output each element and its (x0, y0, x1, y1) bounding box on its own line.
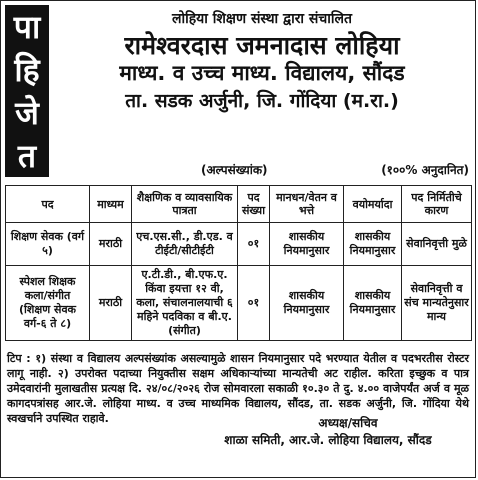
notes: टिप : १) संस्था व विद्यालय अल्पसंख्यांक असल्यामुळे शासन नियमानुसार पदे भरण्यात येतील व पदभरतीस रोस्टर लागू नाही. २) उपरोक्त पदाच्या नियुक्तीस सक्षम अधिकाऱ्यांच्या मान्यतेची अट राहील. करिता इच्छुक व पात्र उमेदवारांनी मुलाखतीस प्रत्यक्ष दि. २४/०८/२०२६ रोज सोमवारला सकाळी १०.३० ते दु. ४.०० वाजेपर्यंत अर्ज व मूळ कागदपत्रांसह आर.जे. लोहिया माध्य. व उच्च माध्यमिक विद्यालय, सौंदड, ता. सडक अर्जुनी, जि. गोंदिया येथे स्वखर्चाने उपस्थित राहावे. (7, 352, 469, 425)
signature-block (193, 415, 463, 449)
cell-medium: मराठी (90, 223, 132, 266)
table-row (6, 223, 472, 266)
side-banner-char: पा (13, 7, 41, 46)
school-type-location: माध्य. व उच्च माध्य. विद्यालय, सौंदड (119, 61, 405, 85)
col-reason: पद निर्मितीचे कारण (402, 186, 472, 223)
minority-tag: (अल्पसंख्यांक) (201, 163, 268, 177)
managing-society: लोहिया शिक्षण संस्था द्वारा संचालित (171, 11, 353, 27)
address: ता. सडक अर्जुनी, जि. गोंदिया (म.रा.) (125, 90, 399, 112)
cell-count: ०१ (238, 223, 270, 266)
cell-post: स्पेशल शिक्षक कला/संगीत (शिक्षण सेवक वर्ग-६ ते ८) (6, 266, 90, 341)
table-header-row (6, 186, 472, 223)
col-count: पद संख्या (238, 186, 270, 223)
cell-count: ०१ (238, 266, 270, 341)
header (53, 1, 471, 114)
vacancy-table (5, 185, 472, 341)
col-medium: माध्यम (90, 186, 132, 223)
cell-reason: सेवानिवृत्ती मुळे (402, 223, 472, 266)
table-row (6, 266, 472, 341)
col-age-limit: वयोमर्यादा (344, 186, 402, 223)
cell-qualification: एच.एस.सी., डी.एड. व टीईटी/सीटीईटी (132, 223, 238, 266)
side-banner (5, 5, 49, 177)
cell-age-limit: शासकीय नियमानुसार (344, 266, 402, 341)
cell-qualification: ए.टी.डी., बी.एफ.ए. किंवा इयत्ता १२ वी, कला, संचालनालयाची ६ महिने पदविका व बी.ए. (संगीत) (132, 266, 238, 341)
aided-tag: (१००% अनुदानित) (381, 163, 469, 177)
cell-age-limit: शासकीय नियमानुसार (344, 223, 402, 266)
col-post: पद (6, 186, 90, 223)
col-qualification: शैक्षणिक व व्यावसायिक पात्रता (132, 186, 238, 223)
cell-medium: मराठी (90, 266, 132, 341)
cell-reason: सेवानिवृत्ती व संच मान्यतेनुसार मान्य (402, 266, 472, 341)
school-name: रामेश्वरदास जमनादास लोहिया (124, 31, 400, 60)
col-salary: मानधन/वेतन व भत्ते (270, 186, 344, 223)
status-tags (201, 161, 469, 178)
cell-post: शिक्षण सेवक (वर्ग ५) (6, 223, 90, 266)
signatory-title: अध्यक्ष/सचिव (318, 416, 378, 430)
side-banner-char: हि (14, 50, 40, 89)
side-banner-char: त (17, 136, 37, 175)
signatory-org: शाळा समिती, आर.जे. लोहिया विद्यालय, सौंदड (224, 433, 432, 447)
side-banner-char: जे (15, 93, 39, 132)
cell-salary: शासकीय नियमानुसार (270, 223, 344, 266)
cell-salary: शासकीय नियमानुसार (270, 266, 344, 341)
